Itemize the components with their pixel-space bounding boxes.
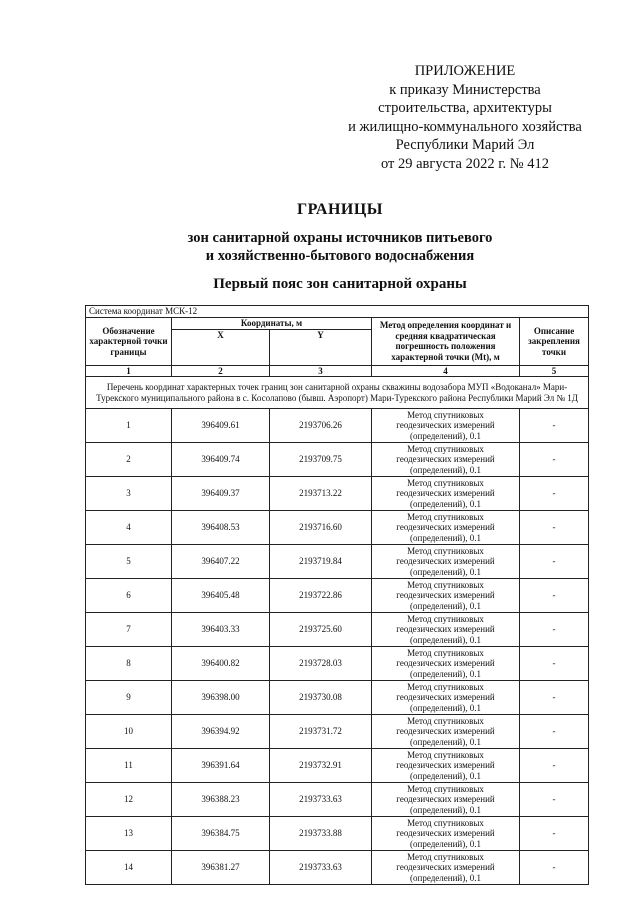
coordinate-system: Система координат МСК-12 bbox=[86, 306, 589, 318]
coordinate-y: 2193733.63 bbox=[270, 851, 372, 885]
method-line: геодезических измерений bbox=[396, 590, 495, 601]
method bbox=[372, 851, 520, 885]
header-point: Обозначение характерной точки границы bbox=[86, 318, 172, 366]
coordinate-y: 2193732.91 bbox=[270, 749, 372, 783]
point-description: - bbox=[520, 409, 589, 443]
method-line: Метод спутниковых bbox=[407, 477, 484, 488]
method-line: (определений), 0.1 bbox=[410, 872, 481, 883]
table-row bbox=[86, 715, 589, 749]
method-line: Метод спутниковых bbox=[407, 545, 484, 556]
point-description: - bbox=[520, 851, 589, 885]
point-description: - bbox=[520, 681, 589, 715]
point-number: 4 bbox=[86, 511, 172, 545]
method bbox=[372, 477, 520, 511]
table-row bbox=[86, 613, 589, 647]
point-description: - bbox=[520, 511, 589, 545]
column-number: 1 bbox=[86, 365, 172, 377]
table-row bbox=[86, 647, 589, 681]
method bbox=[372, 409, 520, 443]
point-number: 11 bbox=[86, 749, 172, 783]
method-line: Метод спутниковых bbox=[407, 681, 484, 692]
coordinate-x: 396405.48 bbox=[172, 579, 270, 613]
appendix-line: от 29 августа 2022 г. № 412 bbox=[380, 155, 550, 172]
point-number: 7 bbox=[86, 613, 172, 647]
appendix-title: ПРИЛОЖЕНИЕ bbox=[414, 63, 516, 79]
coordinate-x: 396391.64 bbox=[172, 749, 270, 783]
method-line: геодезических измерений bbox=[396, 692, 495, 703]
table-body bbox=[86, 409, 589, 885]
method-line: Метод спутниковых bbox=[407, 749, 484, 760]
appendix-line: и жилищно-коммунального хозяйства bbox=[348, 118, 582, 135]
subtitle-line-1: зон санитарной охраны источников питьевого bbox=[187, 230, 493, 246]
method-line: Метод спутниковых bbox=[407, 783, 484, 794]
method-line: (определений), 0.1 bbox=[410, 702, 481, 713]
coordinate-y: 2193728.03 bbox=[270, 647, 372, 681]
coordinate-y: 2193706.26 bbox=[270, 409, 372, 443]
appendix-line: к приказу Министерства bbox=[389, 81, 541, 98]
method-line: Метод спутниковых bbox=[407, 579, 484, 590]
method bbox=[372, 715, 520, 749]
coordinate-y: 2193722.86 bbox=[270, 579, 372, 613]
coordinate-x: 396409.61 bbox=[172, 409, 270, 443]
table-row bbox=[86, 511, 589, 545]
method-line: (определений), 0.1 bbox=[410, 634, 481, 645]
header-coordinates: Координаты, м bbox=[172, 318, 372, 330]
method-line: Метод спутниковых bbox=[407, 647, 484, 658]
zone-title: Первый пояс зон санитарной охраны bbox=[213, 276, 467, 292]
coordinate-x: 396409.74 bbox=[172, 443, 270, 477]
method-line: геодезических измерений bbox=[396, 624, 495, 635]
method-line: (определений), 0.1 bbox=[410, 838, 481, 849]
coordinate-x: 396407.22 bbox=[172, 545, 270, 579]
method-line: геодезических измерений bbox=[396, 828, 495, 839]
method-line: геодезических измерений bbox=[396, 488, 495, 499]
coordinate-x: 396409.37 bbox=[172, 477, 270, 511]
method bbox=[372, 511, 520, 545]
method-line: Метод спутниковых bbox=[407, 851, 484, 862]
coordinate-y: 2193733.88 bbox=[270, 817, 372, 851]
method-line: (определений), 0.1 bbox=[410, 498, 481, 509]
table-row bbox=[86, 817, 589, 851]
method bbox=[372, 783, 520, 817]
coordinate-y: 2193725.60 bbox=[270, 613, 372, 647]
method-line: (определений), 0.1 bbox=[410, 600, 481, 611]
method-line: геодезических измерений bbox=[396, 760, 495, 771]
coordinate-x: 396400.82 bbox=[172, 647, 270, 681]
point-description: - bbox=[520, 443, 589, 477]
method-line: Метод спутниковых bbox=[407, 817, 484, 828]
point-description: - bbox=[520, 715, 589, 749]
point-number: 3 bbox=[86, 477, 172, 511]
method bbox=[372, 749, 520, 783]
document-subtitle bbox=[0, 229, 640, 265]
point-description: - bbox=[520, 545, 589, 579]
coordinate-y: 2193730.08 bbox=[270, 681, 372, 715]
table-row bbox=[86, 545, 589, 579]
header-description: Описание закрепления точки bbox=[520, 318, 589, 366]
method-line: геодезических измерений bbox=[396, 862, 495, 873]
column-number: 3 bbox=[270, 365, 372, 377]
coordinate-x: 396388.23 bbox=[172, 783, 270, 817]
coordinate-x: 396408.53 bbox=[172, 511, 270, 545]
method-line: геодезических измерений bbox=[396, 522, 495, 533]
method bbox=[372, 579, 520, 613]
method bbox=[372, 545, 520, 579]
header-method: Метод определения координат и средняя квадратическая погрешность положения характерной точки (Mt), м bbox=[372, 318, 520, 366]
method-line: геодезических измерений bbox=[396, 794, 495, 805]
method-line: геодезических измерений bbox=[396, 454, 495, 465]
method-line: геодезических измерений bbox=[396, 420, 495, 431]
coordinate-x: 396394.92 bbox=[172, 715, 270, 749]
point-number: 5 bbox=[86, 545, 172, 579]
point-description: - bbox=[520, 783, 589, 817]
column-number: 2 bbox=[172, 365, 270, 377]
method bbox=[372, 647, 520, 681]
point-description: - bbox=[520, 613, 589, 647]
method bbox=[372, 681, 520, 715]
table-row bbox=[86, 477, 589, 511]
point-description: - bbox=[520, 477, 589, 511]
coordinate-y: 2193731.72 bbox=[270, 715, 372, 749]
header-x: X bbox=[172, 329, 270, 365]
method-line: (определений), 0.1 bbox=[410, 430, 481, 441]
coordinate-y: 2193709.75 bbox=[270, 443, 372, 477]
appendix-line: Республики Марий Эл bbox=[395, 137, 535, 153]
document-title: ГРАНИЦЫ bbox=[296, 201, 383, 218]
point-number: 10 bbox=[86, 715, 172, 749]
method-line: (определений), 0.1 bbox=[410, 668, 481, 679]
coordinate-x: 396381.27 bbox=[172, 851, 270, 885]
method-line: Метод спутниковых bbox=[407, 715, 484, 726]
point-number: 6 bbox=[86, 579, 172, 613]
point-number: 8 bbox=[86, 647, 172, 681]
method-line: (определений), 0.1 bbox=[410, 464, 481, 475]
method-line: геодезических измерений bbox=[396, 726, 495, 737]
method-line: (определений), 0.1 bbox=[410, 532, 481, 543]
coordinates-table bbox=[85, 305, 589, 885]
column-number: 5 bbox=[520, 365, 589, 377]
point-number: 12 bbox=[86, 783, 172, 817]
appendix-block bbox=[330, 62, 600, 173]
coordinate-y: 2193716.60 bbox=[270, 511, 372, 545]
method-line: геодезических измерений bbox=[396, 556, 495, 567]
point-number: 1 bbox=[86, 409, 172, 443]
method-line: Метод спутниковых bbox=[407, 613, 484, 624]
coordinate-x: 396398.00 bbox=[172, 681, 270, 715]
point-number: 9 bbox=[86, 681, 172, 715]
coordinate-x: 396403.33 bbox=[172, 613, 270, 647]
method bbox=[372, 443, 520, 477]
table-row bbox=[86, 681, 589, 715]
point-description: - bbox=[520, 647, 589, 681]
method-line: Метод спутниковых bbox=[407, 443, 484, 454]
method-line: (определений), 0.1 bbox=[410, 804, 481, 815]
method-line: Метод спутниковых bbox=[407, 511, 484, 522]
method bbox=[372, 613, 520, 647]
method-line: (определений), 0.1 bbox=[410, 566, 481, 577]
coordinate-y: 2193713.22 bbox=[270, 477, 372, 511]
table-row bbox=[86, 409, 589, 443]
list-title: Перечень координат характерных точек границ зон санитарной охраны скважины водозабора МУП «Водоканал» Мари-Турекского муниципального района в с. Косолапово (бывш. Аэропорт) Мари-Турекского района Республики Марий Эл № 1Д bbox=[86, 377, 589, 409]
point-description: - bbox=[520, 579, 589, 613]
column-number: 4 bbox=[372, 365, 520, 377]
coordinate-x: 396384.75 bbox=[172, 817, 270, 851]
method-line: Метод спутниковых bbox=[407, 409, 484, 420]
table-row bbox=[86, 749, 589, 783]
point-number: 13 bbox=[86, 817, 172, 851]
point-description: - bbox=[520, 817, 589, 851]
coordinate-y: 2193719.84 bbox=[270, 545, 372, 579]
appendix-line: строительства, архитектуры bbox=[378, 100, 552, 116]
coordinate-y: 2193733.63 bbox=[270, 783, 372, 817]
method bbox=[372, 817, 520, 851]
point-description: - bbox=[520, 749, 589, 783]
subtitle-line-2: и хозяйственно-бытового водоснабжения bbox=[205, 248, 475, 264]
method-line: (определений), 0.1 bbox=[410, 770, 481, 781]
point-number: 2 bbox=[86, 443, 172, 477]
table-row bbox=[86, 443, 589, 477]
method-line: (определений), 0.1 bbox=[410, 736, 481, 747]
table-row bbox=[86, 783, 589, 817]
table-row bbox=[86, 579, 589, 613]
method-line: геодезических измерений bbox=[396, 658, 495, 669]
header-y: Y bbox=[270, 329, 372, 365]
table-row bbox=[86, 851, 589, 885]
point-number: 14 bbox=[86, 851, 172, 885]
